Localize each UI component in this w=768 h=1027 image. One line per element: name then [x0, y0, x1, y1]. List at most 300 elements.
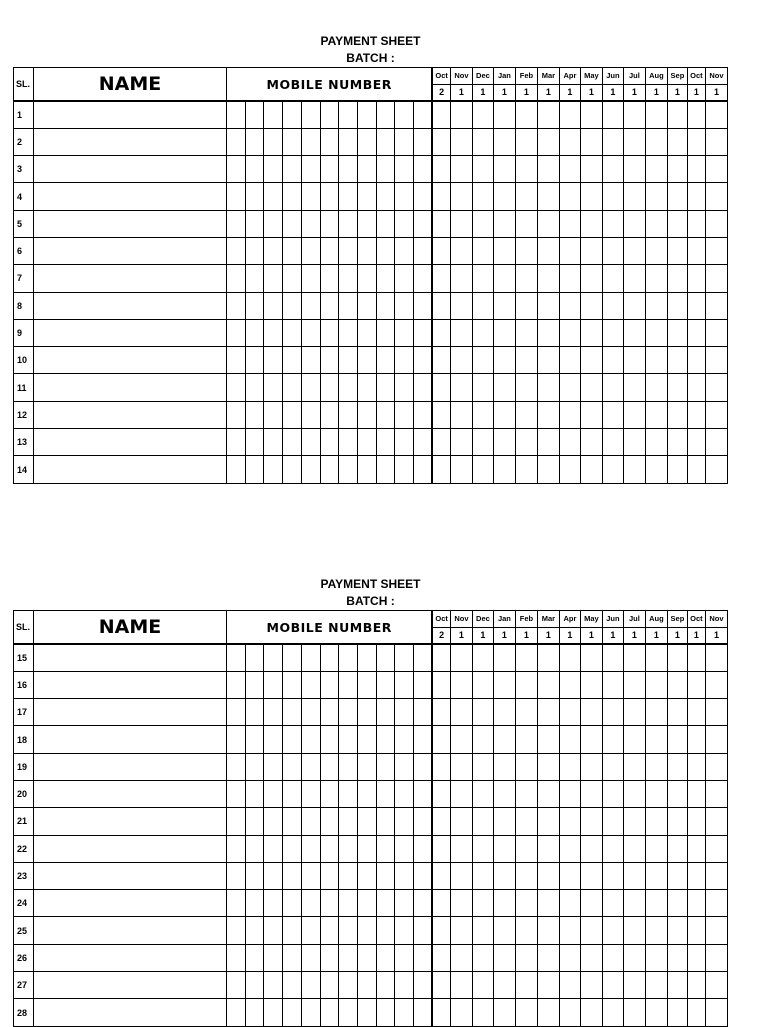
payment-cell[interactable]: [472, 944, 493, 971]
mobile-digit-cell[interactable]: [339, 401, 358, 428]
payment-cell[interactable]: [623, 156, 645, 183]
mobile-digit-cell[interactable]: [283, 347, 302, 374]
mobile-digit-cell[interactable]: [376, 401, 395, 428]
mobile-digit-cell[interactable]: [264, 972, 283, 999]
mobile-digit-cell[interactable]: [358, 890, 377, 917]
payment-cell[interactable]: [687, 972, 705, 999]
payment-cell[interactable]: [687, 210, 705, 237]
payment-cell[interactable]: [687, 644, 705, 671]
mobile-digit-cell[interactable]: [414, 456, 433, 483]
payment-cell[interactable]: [645, 456, 667, 483]
payment-cell[interactable]: [493, 429, 515, 456]
payment-cell[interactable]: [493, 944, 515, 971]
mobile-digit-cell[interactable]: [283, 401, 302, 428]
payment-cell[interactable]: [472, 726, 493, 753]
payment-cell[interactable]: [645, 347, 667, 374]
payment-cell[interactable]: [559, 944, 580, 971]
mobile-digit-cell[interactable]: [339, 183, 358, 210]
mobile-digit-cell[interactable]: [301, 780, 320, 807]
mobile-digit-cell[interactable]: [376, 128, 395, 155]
payment-cell[interactable]: [667, 644, 687, 671]
payment-cell[interactable]: [705, 808, 727, 835]
payment-cell[interactable]: [537, 972, 559, 999]
payment-cell[interactable]: [515, 374, 537, 401]
payment-cell[interactable]: [472, 890, 493, 917]
mobile-digit-cell[interactable]: [264, 429, 283, 456]
payment-cell[interactable]: [537, 753, 559, 780]
payment-cell[interactable]: [687, 319, 705, 346]
payment-cell[interactable]: [515, 862, 537, 889]
payment-cell[interactable]: [580, 999, 602, 1026]
mobile-digit-cell[interactable]: [301, 835, 320, 862]
payment-cell[interactable]: [537, 292, 559, 319]
mobile-digit-cell[interactable]: [358, 456, 377, 483]
mobile-digit-cell[interactable]: [320, 862, 339, 889]
payment-cell[interactable]: [602, 890, 623, 917]
payment-cell[interactable]: [432, 101, 450, 128]
mobile-digit-cell[interactable]: [245, 972, 264, 999]
payment-cell[interactable]: [559, 753, 580, 780]
mobile-digit-cell[interactable]: [301, 917, 320, 944]
mobile-digit-cell[interactable]: [245, 780, 264, 807]
mobile-digit-cell[interactable]: [227, 753, 246, 780]
payment-cell[interactable]: [515, 999, 537, 1026]
mobile-digit-cell[interactable]: [414, 265, 433, 292]
payment-cell[interactable]: [645, 292, 667, 319]
mobile-digit-cell[interactable]: [301, 753, 320, 780]
payment-cell[interactable]: [472, 671, 493, 698]
payment-cell[interactable]: [580, 972, 602, 999]
mobile-digit-cell[interactable]: [339, 101, 358, 128]
mobile-digit-cell[interactable]: [283, 835, 302, 862]
mobile-digit-cell[interactable]: [414, 374, 433, 401]
payment-cell[interactable]: [602, 835, 623, 862]
mobile-digit-cell[interactable]: [245, 210, 264, 237]
mobile-digit-cell[interactable]: [376, 808, 395, 835]
payment-cell[interactable]: [493, 183, 515, 210]
payment-cell[interactable]: [450, 429, 472, 456]
mobile-digit-cell[interactable]: [301, 862, 320, 889]
payment-cell[interactable]: [559, 917, 580, 944]
payment-cell[interactable]: [687, 671, 705, 698]
mobile-digit-cell[interactable]: [283, 265, 302, 292]
payment-cell[interactable]: [667, 835, 687, 862]
mobile-digit-cell[interactable]: [339, 429, 358, 456]
payment-cell[interactable]: [450, 726, 472, 753]
payment-cell[interactable]: [667, 429, 687, 456]
mobile-digit-cell[interactable]: [414, 210, 433, 237]
payment-cell[interactable]: [472, 128, 493, 155]
payment-cell[interactable]: [515, 644, 537, 671]
mobile-digit-cell[interactable]: [264, 210, 283, 237]
payment-cell[interactable]: [705, 265, 727, 292]
payment-cell[interactable]: [472, 699, 493, 726]
payment-cell[interactable]: [623, 319, 645, 346]
mobile-digit-cell[interactable]: [301, 101, 320, 128]
payment-cell[interactable]: [602, 401, 623, 428]
name-cell[interactable]: [34, 644, 227, 671]
payment-cell[interactable]: [645, 265, 667, 292]
payment-cell[interactable]: [450, 835, 472, 862]
payment-cell[interactable]: [667, 890, 687, 917]
payment-cell[interactable]: [472, 156, 493, 183]
payment-cell[interactable]: [559, 101, 580, 128]
mobile-digit-cell[interactable]: [227, 644, 246, 671]
payment-cell[interactable]: [645, 237, 667, 264]
mobile-digit-cell[interactable]: [283, 374, 302, 401]
mobile-digit-cell[interactable]: [376, 265, 395, 292]
payment-cell[interactable]: [602, 265, 623, 292]
payment-cell[interactable]: [623, 726, 645, 753]
payment-cell[interactable]: [559, 292, 580, 319]
mobile-digit-cell[interactable]: [339, 972, 358, 999]
payment-cell[interactable]: [450, 265, 472, 292]
mobile-digit-cell[interactable]: [264, 456, 283, 483]
mobile-digit-cell[interactable]: [339, 237, 358, 264]
payment-cell[interactable]: [705, 456, 727, 483]
payment-cell[interactable]: [623, 944, 645, 971]
mobile-digit-cell[interactable]: [301, 726, 320, 753]
payment-cell[interactable]: [450, 292, 472, 319]
payment-cell[interactable]: [515, 671, 537, 698]
payment-cell[interactable]: [493, 237, 515, 264]
payment-cell[interactable]: [537, 917, 559, 944]
payment-cell[interactable]: [623, 401, 645, 428]
payment-cell[interactable]: [667, 726, 687, 753]
payment-cell[interactable]: [580, 671, 602, 698]
payment-cell[interactable]: [432, 890, 450, 917]
mobile-digit-cell[interactable]: [320, 699, 339, 726]
payment-cell[interactable]: [432, 429, 450, 456]
payment-cell[interactable]: [602, 374, 623, 401]
name-cell[interactable]: [34, 726, 227, 753]
mobile-digit-cell[interactable]: [264, 292, 283, 319]
payment-cell[interactable]: [493, 265, 515, 292]
mobile-digit-cell[interactable]: [358, 265, 377, 292]
mobile-digit-cell[interactable]: [301, 644, 320, 671]
payment-cell[interactable]: [602, 862, 623, 889]
payment-cell[interactable]: [559, 890, 580, 917]
payment-cell[interactable]: [537, 429, 559, 456]
mobile-digit-cell[interactable]: [283, 183, 302, 210]
payment-cell[interactable]: [705, 292, 727, 319]
payment-cell[interactable]: [493, 401, 515, 428]
mobile-digit-cell[interactable]: [245, 835, 264, 862]
payment-cell[interactable]: [667, 319, 687, 346]
mobile-digit-cell[interactable]: [376, 456, 395, 483]
payment-cell[interactable]: [667, 265, 687, 292]
mobile-digit-cell[interactable]: [414, 862, 433, 889]
payment-cell[interactable]: [623, 183, 645, 210]
payment-cell[interactable]: [537, 808, 559, 835]
mobile-digit-cell[interactable]: [376, 699, 395, 726]
payment-cell[interactable]: [705, 210, 727, 237]
payment-cell[interactable]: [705, 347, 727, 374]
payment-cell[interactable]: [515, 101, 537, 128]
name-cell[interactable]: [34, 808, 227, 835]
payment-cell[interactable]: [580, 237, 602, 264]
mobile-digit-cell[interactable]: [376, 429, 395, 456]
name-cell[interactable]: [34, 699, 227, 726]
payment-cell[interactable]: [623, 808, 645, 835]
payment-cell[interactable]: [432, 972, 450, 999]
mobile-digit-cell[interactable]: [227, 210, 246, 237]
payment-cell[interactable]: [667, 671, 687, 698]
mobile-digit-cell[interactable]: [227, 862, 246, 889]
mobile-digit-cell[interactable]: [227, 292, 246, 319]
payment-cell[interactable]: [687, 726, 705, 753]
payment-cell[interactable]: [432, 862, 450, 889]
mobile-digit-cell[interactable]: [320, 292, 339, 319]
mobile-digit-cell[interactable]: [227, 401, 246, 428]
payment-cell[interactable]: [645, 101, 667, 128]
mobile-digit-cell[interactable]: [283, 319, 302, 346]
payment-cell[interactable]: [559, 210, 580, 237]
payment-cell[interactable]: [580, 265, 602, 292]
payment-cell[interactable]: [705, 972, 727, 999]
payment-cell[interactable]: [472, 835, 493, 862]
mobile-digit-cell[interactable]: [301, 999, 320, 1026]
payment-cell[interactable]: [645, 128, 667, 155]
payment-cell[interactable]: [537, 237, 559, 264]
mobile-digit-cell[interactable]: [264, 156, 283, 183]
mobile-digit-cell[interactable]: [227, 780, 246, 807]
payment-cell[interactable]: [432, 237, 450, 264]
payment-cell[interactable]: [450, 862, 472, 889]
payment-cell[interactable]: [667, 780, 687, 807]
mobile-digit-cell[interactable]: [264, 699, 283, 726]
payment-cell[interactable]: [450, 999, 472, 1026]
mobile-digit-cell[interactable]: [320, 917, 339, 944]
mobile-digit-cell[interactable]: [358, 972, 377, 999]
payment-cell[interactable]: [705, 429, 727, 456]
mobile-digit-cell[interactable]: [301, 374, 320, 401]
mobile-digit-cell[interactable]: [264, 753, 283, 780]
mobile-digit-cell[interactable]: [395, 753, 414, 780]
mobile-digit-cell[interactable]: [264, 128, 283, 155]
payment-cell[interactable]: [493, 835, 515, 862]
mobile-digit-cell[interactable]: [339, 835, 358, 862]
payment-cell[interactable]: [515, 944, 537, 971]
mobile-digit-cell[interactable]: [395, 890, 414, 917]
mobile-digit-cell[interactable]: [283, 237, 302, 264]
payment-cell[interactable]: [623, 999, 645, 1026]
mobile-digit-cell[interactable]: [395, 265, 414, 292]
payment-cell[interactable]: [623, 972, 645, 999]
mobile-digit-cell[interactable]: [414, 999, 433, 1026]
mobile-digit-cell[interactable]: [414, 183, 433, 210]
payment-cell[interactable]: [623, 835, 645, 862]
payment-cell[interactable]: [472, 183, 493, 210]
payment-cell[interactable]: [667, 753, 687, 780]
mobile-digit-cell[interactable]: [414, 835, 433, 862]
payment-cell[interactable]: [515, 890, 537, 917]
payment-cell[interactable]: [580, 917, 602, 944]
mobile-digit-cell[interactable]: [414, 429, 433, 456]
payment-cell[interactable]: [493, 292, 515, 319]
payment-cell[interactable]: [705, 644, 727, 671]
payment-cell[interactable]: [623, 101, 645, 128]
payment-cell[interactable]: [493, 210, 515, 237]
mobile-digit-cell[interactable]: [358, 699, 377, 726]
payment-cell[interactable]: [705, 726, 727, 753]
payment-cell[interactable]: [602, 319, 623, 346]
mobile-digit-cell[interactable]: [245, 183, 264, 210]
payment-cell[interactable]: [559, 972, 580, 999]
mobile-digit-cell[interactable]: [283, 999, 302, 1026]
mobile-digit-cell[interactable]: [414, 808, 433, 835]
mobile-digit-cell[interactable]: [245, 401, 264, 428]
mobile-digit-cell[interactable]: [414, 292, 433, 319]
payment-cell[interactable]: [705, 890, 727, 917]
mobile-digit-cell[interactable]: [227, 347, 246, 374]
mobile-digit-cell[interactable]: [320, 374, 339, 401]
payment-cell[interactable]: [645, 183, 667, 210]
payment-cell[interactable]: [515, 726, 537, 753]
payment-cell[interactable]: [450, 237, 472, 264]
mobile-digit-cell[interactable]: [283, 671, 302, 698]
mobile-digit-cell[interactable]: [339, 319, 358, 346]
payment-cell[interactable]: [687, 753, 705, 780]
mobile-digit-cell[interactable]: [283, 972, 302, 999]
payment-cell[interactable]: [450, 780, 472, 807]
payment-cell[interactable]: [667, 917, 687, 944]
mobile-digit-cell[interactable]: [395, 972, 414, 999]
payment-cell[interactable]: [537, 401, 559, 428]
payment-cell[interactable]: [472, 319, 493, 346]
mobile-digit-cell[interactable]: [227, 890, 246, 917]
payment-cell[interactable]: [450, 183, 472, 210]
payment-cell[interactable]: [432, 292, 450, 319]
mobile-digit-cell[interactable]: [320, 156, 339, 183]
payment-cell[interactable]: [432, 347, 450, 374]
payment-cell[interactable]: [432, 183, 450, 210]
payment-cell[interactable]: [472, 374, 493, 401]
payment-cell[interactable]: [705, 671, 727, 698]
payment-cell[interactable]: [623, 780, 645, 807]
mobile-digit-cell[interactable]: [395, 101, 414, 128]
mobile-digit-cell[interactable]: [339, 671, 358, 698]
payment-cell[interactable]: [450, 699, 472, 726]
mobile-digit-cell[interactable]: [395, 944, 414, 971]
mobile-digit-cell[interactable]: [414, 128, 433, 155]
payment-cell[interactable]: [705, 753, 727, 780]
payment-cell[interactable]: [472, 808, 493, 835]
mobile-digit-cell[interactable]: [358, 101, 377, 128]
mobile-digit-cell[interactable]: [283, 156, 302, 183]
payment-cell[interactable]: [450, 753, 472, 780]
payment-cell[interactable]: [580, 429, 602, 456]
payment-cell[interactable]: [537, 644, 559, 671]
mobile-digit-cell[interactable]: [264, 347, 283, 374]
payment-cell[interactable]: [580, 862, 602, 889]
payment-cell[interactable]: [687, 292, 705, 319]
mobile-digit-cell[interactable]: [227, 726, 246, 753]
payment-cell[interactable]: [559, 347, 580, 374]
payment-cell[interactable]: [602, 292, 623, 319]
payment-cell[interactable]: [450, 917, 472, 944]
mobile-digit-cell[interactable]: [320, 753, 339, 780]
payment-cell[interactable]: [580, 347, 602, 374]
mobile-digit-cell[interactable]: [227, 917, 246, 944]
payment-cell[interactable]: [450, 972, 472, 999]
name-cell[interactable]: [34, 128, 227, 155]
mobile-digit-cell[interactable]: [339, 808, 358, 835]
mobile-digit-cell[interactable]: [283, 726, 302, 753]
payment-cell[interactable]: [705, 156, 727, 183]
mobile-digit-cell[interactable]: [414, 156, 433, 183]
mobile-digit-cell[interactable]: [301, 429, 320, 456]
payment-cell[interactable]: [432, 699, 450, 726]
mobile-digit-cell[interactable]: [376, 753, 395, 780]
payment-cell[interactable]: [472, 972, 493, 999]
mobile-digit-cell[interactable]: [264, 183, 283, 210]
payment-cell[interactable]: [602, 156, 623, 183]
mobile-digit-cell[interactable]: [227, 835, 246, 862]
payment-cell[interactable]: [559, 644, 580, 671]
payment-cell[interactable]: [667, 699, 687, 726]
payment-cell[interactable]: [580, 374, 602, 401]
payment-cell[interactable]: [602, 128, 623, 155]
payment-cell[interactable]: [537, 319, 559, 346]
payment-cell[interactable]: [472, 101, 493, 128]
name-cell[interactable]: [34, 156, 227, 183]
payment-cell[interactable]: [580, 319, 602, 346]
mobile-digit-cell[interactable]: [283, 753, 302, 780]
mobile-digit-cell[interactable]: [301, 671, 320, 698]
mobile-digit-cell[interactable]: [245, 319, 264, 346]
payment-cell[interactable]: [687, 999, 705, 1026]
mobile-digit-cell[interactable]: [283, 890, 302, 917]
payment-cell[interactable]: [537, 183, 559, 210]
mobile-digit-cell[interactable]: [376, 890, 395, 917]
payment-cell[interactable]: [432, 917, 450, 944]
mobile-digit-cell[interactable]: [376, 726, 395, 753]
payment-cell[interactable]: [705, 319, 727, 346]
mobile-digit-cell[interactable]: [245, 237, 264, 264]
payment-cell[interactable]: [537, 835, 559, 862]
mobile-digit-cell[interactable]: [227, 237, 246, 264]
name-cell[interactable]: [34, 374, 227, 401]
payment-cell[interactable]: [602, 972, 623, 999]
payment-cell[interactable]: [432, 808, 450, 835]
mobile-digit-cell[interactable]: [376, 671, 395, 698]
payment-cell[interactable]: [432, 128, 450, 155]
payment-cell[interactable]: [667, 374, 687, 401]
mobile-digit-cell[interactable]: [358, 292, 377, 319]
payment-cell[interactable]: [645, 753, 667, 780]
payment-cell[interactable]: [623, 671, 645, 698]
payment-cell[interactable]: [623, 917, 645, 944]
mobile-digit-cell[interactable]: [395, 808, 414, 835]
mobile-digit-cell[interactable]: [376, 237, 395, 264]
payment-cell[interactable]: [450, 644, 472, 671]
payment-cell[interactable]: [472, 780, 493, 807]
mobile-digit-cell[interactable]: [264, 890, 283, 917]
payment-cell[interactable]: [515, 292, 537, 319]
payment-cell[interactable]: [450, 347, 472, 374]
mobile-digit-cell[interactable]: [283, 128, 302, 155]
mobile-digit-cell[interactable]: [320, 890, 339, 917]
payment-cell[interactable]: [645, 835, 667, 862]
mobile-digit-cell[interactable]: [358, 835, 377, 862]
payment-cell[interactable]: [432, 999, 450, 1026]
mobile-digit-cell[interactable]: [358, 644, 377, 671]
payment-cell[interactable]: [667, 156, 687, 183]
mobile-digit-cell[interactable]: [395, 456, 414, 483]
name-cell[interactable]: [34, 972, 227, 999]
payment-cell[interactable]: [559, 183, 580, 210]
